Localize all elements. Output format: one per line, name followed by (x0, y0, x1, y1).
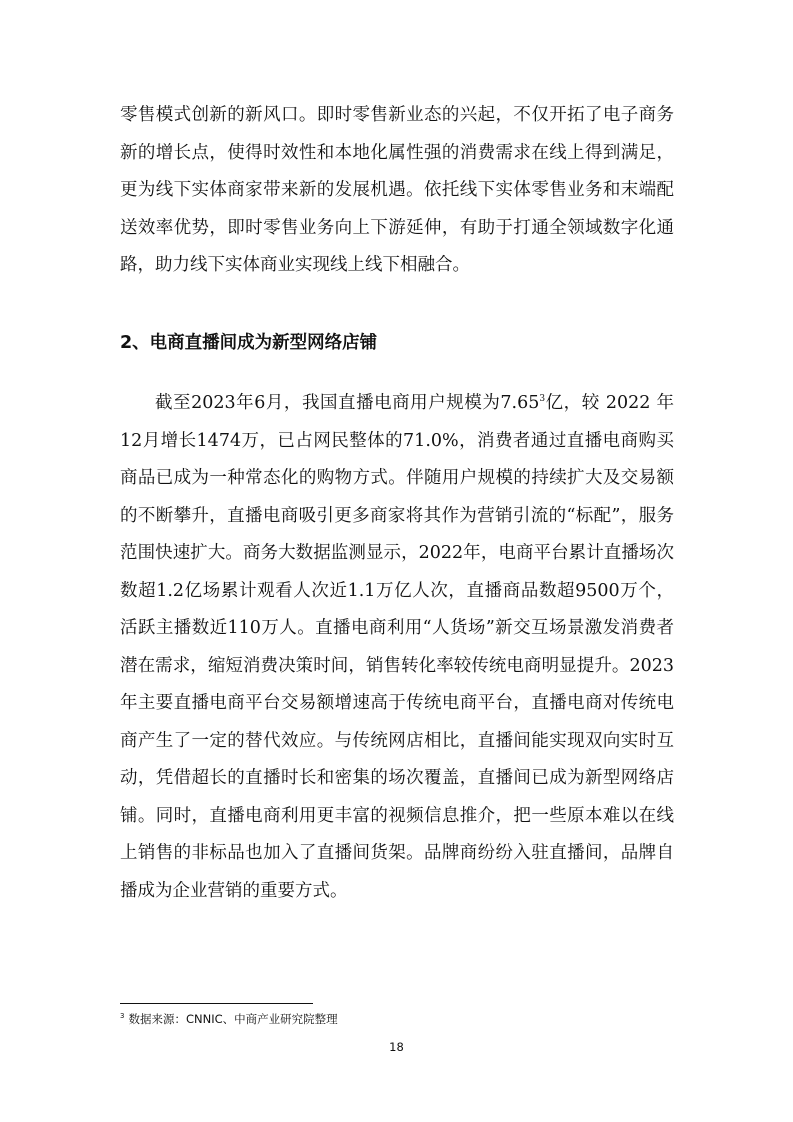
footnote-marker: 3 (120, 1012, 125, 1021)
paragraph-text-rest: 亿，较 2022 年12月增长1474万，已占网民整体的71.0%，消费者通过直播电商购买商品已成为一种常态化的购物方式。伴随用户规模的持续扩大及交易额的不断攀升，直播电商吸引更多商家将其作为营销引流的“标配”，服务范围快速扩大。商务大数据监测显示，2022年，电商平台累计直播场次数超1.2亿场累计观看人次近1.1万亿人次，直播商品数超9500万个，活跃主播数近110万人。直播电商利用“人货场”新交互场景激发消费者潜在需求，缩短消费决策时间，销售转化率较传统电商明显提升。2023年主要直播电商平台交易额增速高于传统电商平台，直播电商对传统电商产生了一定的替代效应。与传统网店相比，直播间能实现双向实时互动，凭借超长的直播时长和密集的场次覆盖，直播间已成为新型网络店铺。同时，直播电商利用更丰富的视频信息推介，把一些原本难以在线上销售的非标品也加入了直播间货架。品牌商纷纷入驻直播间，品牌自播成为企业营销的重要方式。 (120, 393, 674, 901)
paragraph-instant-retail: 零售模式创新的新风口。即时零售新业态的兴起，不仅开拓了电子商务新的增长点，使得时效性和本地化属性强的消费需求在线上得到满足，更为线下实体商家带来新的发展机遇。依托线下实体零售业务和末端配送效率优势，即时零售业务向上下游延伸，有助于打通全领域数字化通路，助力线下实体商业实现线上线下相融合。 (120, 105, 674, 275)
footnote-reference[interactable]: 3 (539, 394, 546, 405)
footnote (120, 1011, 338, 1027)
section-heading: 2、电商直播间成为新型网络店铺 (120, 333, 378, 353)
footnote-text: 数据来源：CNNIC、中商产业研究院整理 (128, 1012, 338, 1026)
footnote-divider (120, 1003, 313, 1004)
paragraph-text-start: 截至2023年6月，我国直播电商用户规模为7.65 (155, 393, 540, 413)
paragraph-livestream-ecommerce (120, 385, 674, 910)
page-number: 18 (389, 1040, 404, 1054)
